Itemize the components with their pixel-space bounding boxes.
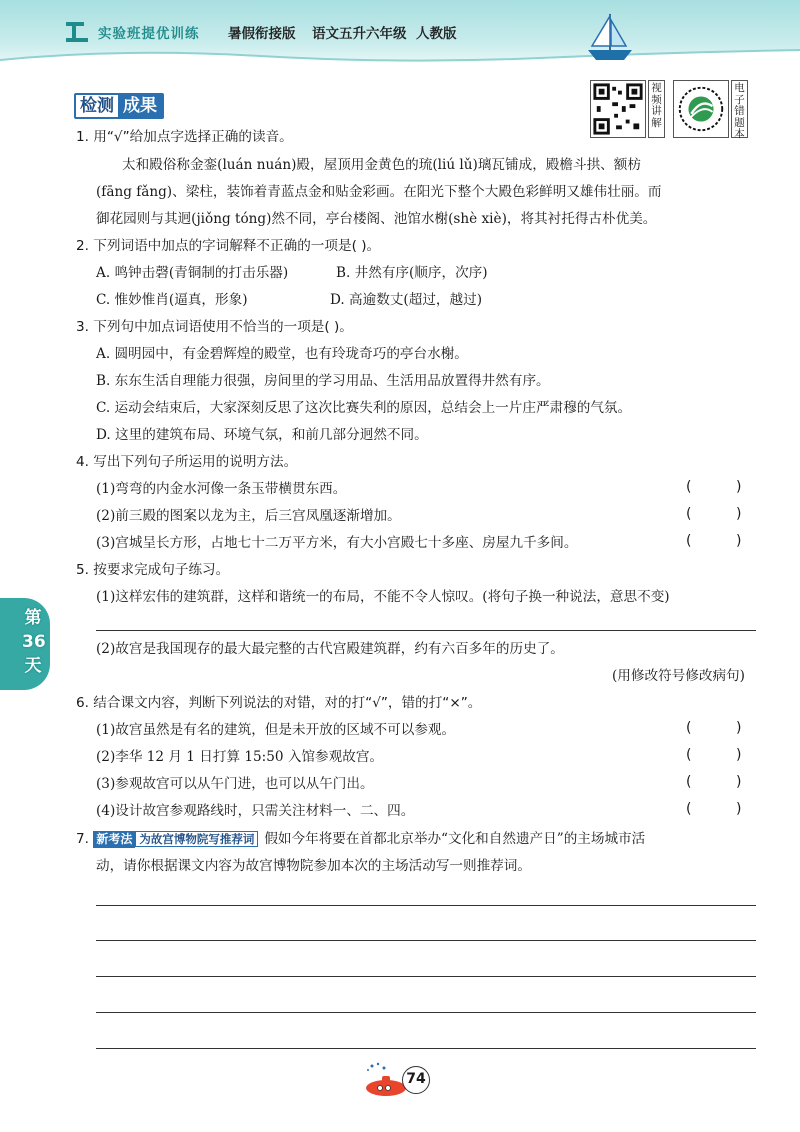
q4-item-2: (2)前三殿的图案以龙为主，后三宫凤凰逐渐增加。 <box>96 508 401 524</box>
q2-option-c: C. 惟妙惟肖(逼真，形象) <box>96 292 248 308</box>
q6-answer-1[interactable]: ( ) <box>686 720 742 736</box>
sailboat-icon <box>580 10 640 66</box>
q7-line-2: 动，请你根据课文内容为故宫博物院参加本次的主场活动写一则推荐词。 <box>96 858 531 874</box>
q7-text-1: 假如今年将要在首都北京举办“文化和自然遗产日”的主场城市活 <box>264 831 646 847</box>
q3-option-a: A. 圆明园中，有金碧辉煌的殿堂，也有玲珑奇巧的亭台水榭。 <box>96 346 468 362</box>
q4-item-1: (1)弯弯的内金水河像一条玉带横贯东西。 <box>96 481 347 497</box>
section-title-part1: 检测 <box>76 95 118 117</box>
q1-line-3: 御花园则与其迥(jiǒng tóng)然不同，亭台楼阁、池馆水榭(shè xiè)，将其衬托得古朴优美。 <box>96 211 657 227</box>
q5-item-1: (1)这样宏伟的建筑群，这样和谐统一的布局，不能不令人惊叹。(将句子换一种说法，意思不变) <box>96 589 670 605</box>
q2-option-b: B. 井然有序(顺序，次序) <box>336 265 488 281</box>
grade-label: 语文五升六年级 <box>312 26 407 42</box>
q5-title: 5. 按要求完成句子练习。 <box>76 562 230 578</box>
error-book-qr-label: 电子错题本 <box>731 80 748 138</box>
q1-line-1: 太和殿俗称金銮(luán nuán)殿，屋顶用金黄色的琉(liú lǔ)璃瓦铺成，殿檐斗拱、额枋 <box>122 157 641 173</box>
q4-title: 4. 写出下列句子所运用的说明方法。 <box>76 454 298 470</box>
q4-item-3: (3)宫城呈长方形，占地七十二万平方米，有大小宫殿七十多座、房屋九千多间。 <box>96 535 578 551</box>
q5-item-2: (2)故宫是我国现存的最大最完整的古代宫殿建筑群，约有六百多年的历史了。 <box>96 641 564 657</box>
q7-answer-line-4[interactable] <box>96 1012 756 1013</box>
publisher-label: 人教版 <box>416 26 457 42</box>
day-tab-line3: 天 <box>24 656 42 676</box>
q3-option-b: B. 东东生活自理能力很强，房间里的学习用品、生活用品放置得井然有序。 <box>96 373 550 389</box>
q2-title: 2. 下列词语中加点的字词解释不正确的一项是( )。 <box>76 238 381 254</box>
q7-topic-tag: 为故宫博物院写推荐词 <box>135 831 258 847</box>
page-number: 74 <box>402 1066 430 1094</box>
q5-item-2-note: (用修改符号修改病句) <box>612 668 745 684</box>
q6-answer-3[interactable]: ( ) <box>686 774 742 790</box>
header-wave <box>0 46 800 80</box>
q6-item-2: (2)李华 12 月 1 日打算 15:50 入馆参观故宫。 <box>96 749 384 765</box>
q1-line-2: (fāng fǎng)、梁柱，装饰着青蓝点金和贴金彩画。在阳光下整个大殿色彩鲜明又雄伟壮丽。而 <box>96 184 662 200</box>
day-tab-number: 36 <box>22 632 46 652</box>
q7-answer-line-1[interactable] <box>96 905 756 906</box>
error-book-qr-code[interactable] <box>673 80 729 138</box>
q3-title: 3. 下列句中加点词语使用不恰当的一项是( )。 <box>76 319 353 335</box>
q7-new-method-tag: 新考法 <box>93 831 135 848</box>
section-title <box>74 93 164 119</box>
q6-item-1: (1)故宫虽然是有名的建筑，但是未开放的区域不可以参观。 <box>96 722 456 738</box>
edition-label: 暑假衔接版 <box>228 26 296 42</box>
q7-number: 7. <box>76 831 89 847</box>
q7-answer-line-5[interactable] <box>96 1048 756 1049</box>
q6-item-4: (4)设计故宫参观路线时，只需关注材料一、二、四。 <box>96 803 415 819</box>
q4-answer-2[interactable]: ( ) <box>686 506 742 522</box>
q6-title: 6. 结合课文内容，判断下列说法的对错，对的打“√”，错的打“×”。 <box>76 695 482 711</box>
q6-answer-2[interactable]: ( ) <box>686 747 742 763</box>
brand-logo-icon <box>64 18 94 46</box>
day-side-tab-text <box>22 606 44 678</box>
q7-line-1 <box>76 830 645 848</box>
video-qr-code[interactable] <box>590 80 646 138</box>
q4-answer-3[interactable]: ( ) <box>686 533 742 549</box>
q2-option-d: D. 高逾数丈(超过，越过) <box>330 292 483 308</box>
day-tab-line1: 第 <box>24 608 42 628</box>
q1-title: 1. 用“√”给加点字选择正确的读音。 <box>76 129 293 145</box>
page-header <box>0 0 800 78</box>
q6-answer-4[interactable]: ( ) <box>686 801 742 817</box>
q6-item-3: (3)参观故宫可以从午门进，也可以从午门出。 <box>96 776 374 792</box>
q5-answer-line[interactable] <box>96 630 756 631</box>
q3-option-c: C. 运动会结束后，大家深刻反思了这次比赛失利的原因，总结会上一片庄严肃穆的气氛。 <box>96 400 632 416</box>
section-title-part2: 成果 <box>118 95 162 117</box>
q2-option-a: A. 鸣钟击磬(青铜制的打击乐器) <box>96 265 289 281</box>
q7-answer-line-3[interactable] <box>96 976 756 977</box>
video-qr-label: 视频讲解 <box>648 80 665 138</box>
q7-answer-line-2[interactable] <box>96 940 756 941</box>
q3-option-d: D. 这里的建筑布局、环境气氛，和前几部分迥然不同。 <box>96 427 428 443</box>
q4-answer-1[interactable]: ( ) <box>686 479 742 495</box>
brand-name: 实验班提优训练 <box>98 26 200 42</box>
